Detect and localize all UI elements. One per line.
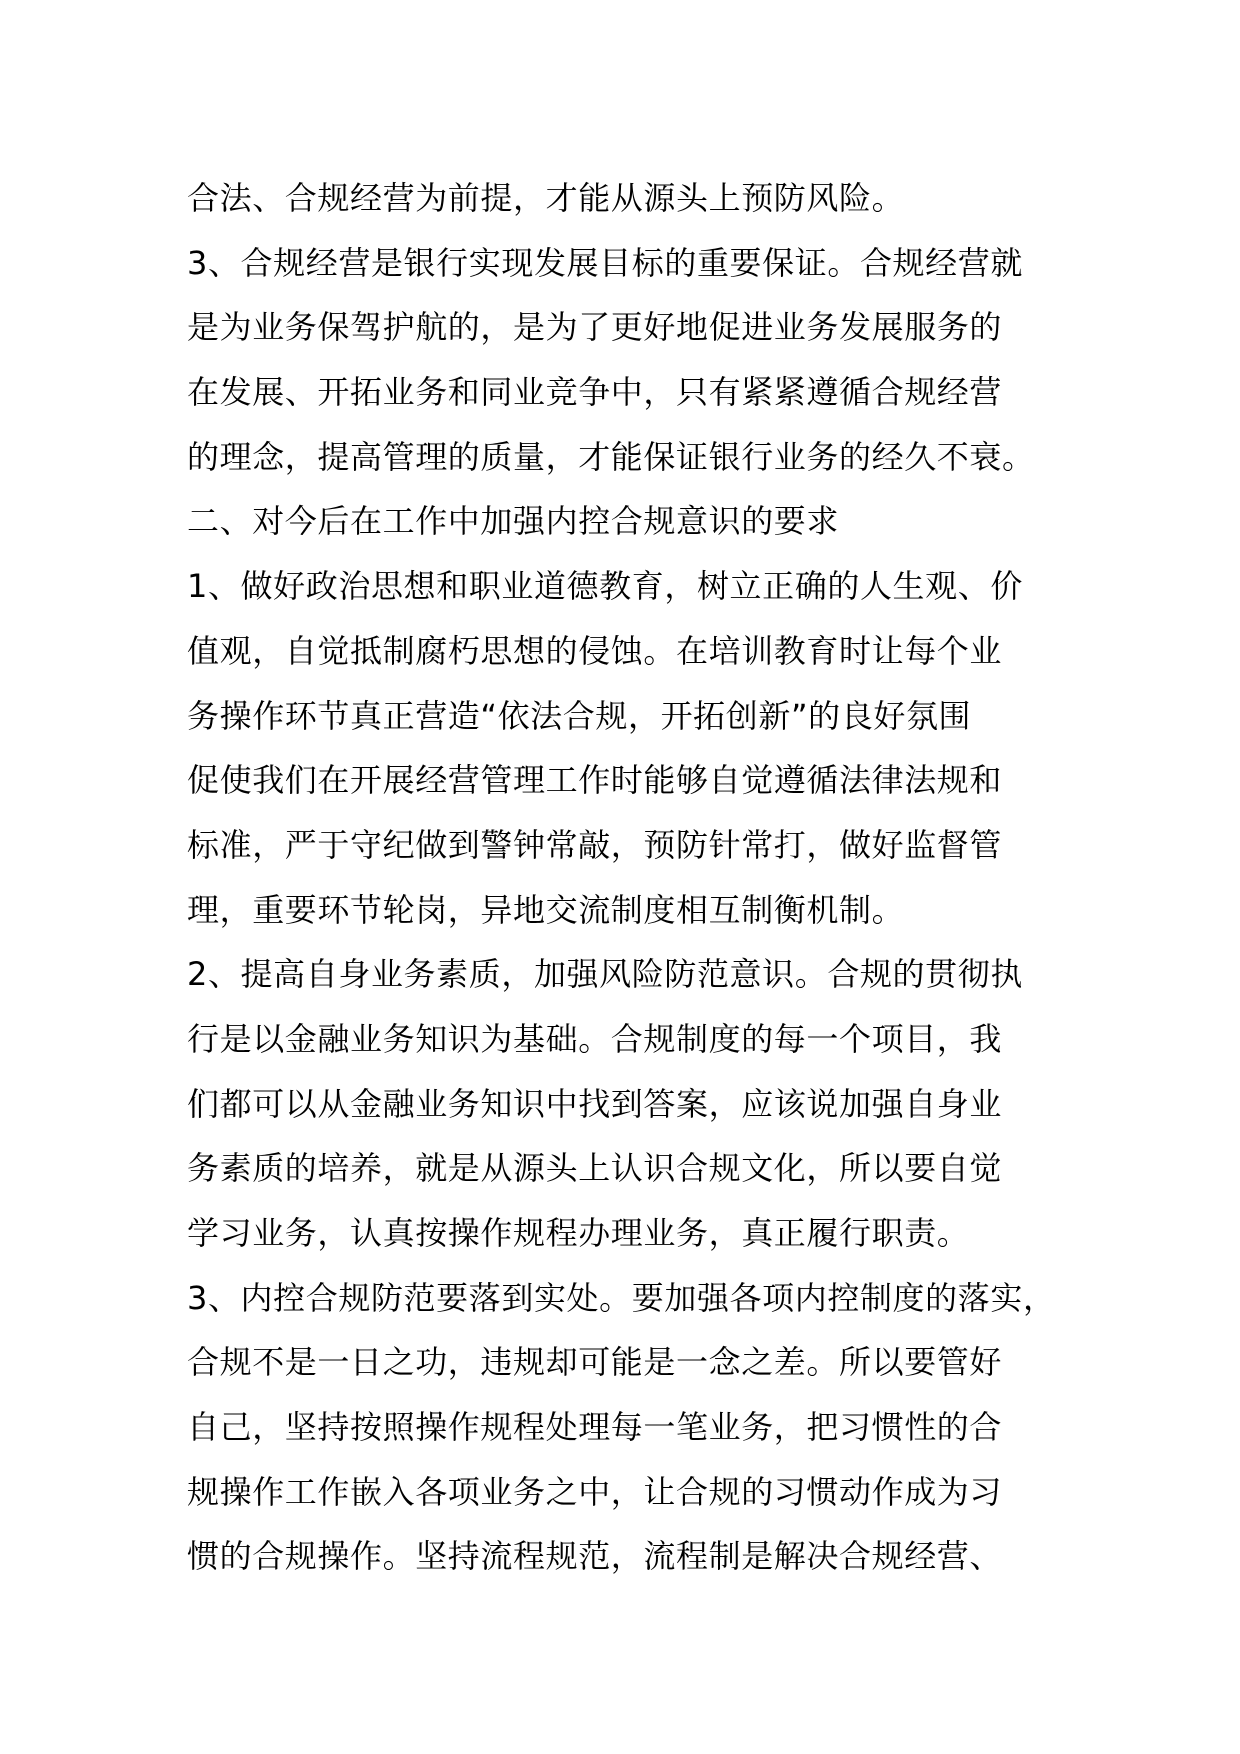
text-line: 3、内控合规防范要落到实处。要加强各项内控制度的落实， xyxy=(187,1278,1056,1317)
text-line: 合规不是一日之功，违规却可能是一念之差。所以要管好 xyxy=(187,1343,1003,1382)
document-body xyxy=(187,166,1087,1589)
text-line: 促使我们在开展经营管理工作时能够自觉遵循法律法规和 xyxy=(187,761,1003,800)
text-line: 在发展、开拓业务和同业竞争中，只有紧紧遵循合规经营 xyxy=(187,373,1003,412)
text-line: 务素质的培养，就是从源头上认识合规文化，所以要自觉 xyxy=(187,1149,1003,1188)
text-line: 行是以金融业务知识为基础。合规制度的每一个项目，我 xyxy=(187,1019,1003,1058)
text-line: 标准，严于守纪做到警钟常敲，预防针常打，做好监督管 xyxy=(187,825,1003,864)
text-line: 规操作工作嵌入各项业务之中，让合规的习惯动作成为习 xyxy=(187,1472,1003,1511)
text-line: 2、提高自身业务素质，加强风险防范意识。合规的贯彻执 xyxy=(187,955,1023,994)
text-line: 务操作环节真正营造“依法合规，开拓创新”的良好氛围 xyxy=(187,696,972,735)
text-line: 自己，坚持按照操作规程处理每一笔业务，把习惯性的合 xyxy=(187,1408,1003,1447)
text-line: 的理念，提高管理的质量，才能保证银行业务的经久不衰。 xyxy=(187,437,1035,476)
text-line: 惯的合规操作。坚持流程规范，流程制是解决合规经营、 xyxy=(187,1537,1003,1576)
text-line: 们都可以从金融业务知识中找到答案，应该说加强自身业 xyxy=(187,1084,1003,1123)
text-line: 值观，自觉抵制腐朽思想的侵蚀。在培训教育时让每个业 xyxy=(187,631,1003,670)
text-line: 合法、合规经营为前提，才能从源头上预防风险。 xyxy=(187,179,905,217)
text-line: 3、合规经营是银行实现发展目标的重要保证。合规经营就 xyxy=(187,243,1023,282)
text-line: 学习业务，认真按操作规程办理业务，真正履行职责。 xyxy=(187,1214,970,1252)
text-line: 理，重要环节轮岗，异地交流制度相互制衡机制。 xyxy=(187,890,905,929)
section-heading: 二、对今后在工作中加强内控合规意识的要求 xyxy=(187,502,840,541)
text-line: 是为业务保驾护航的，是为了更好地促进业务发展服务的 xyxy=(187,308,1003,347)
text-line: 1、做好政治思想和职业道德教育，树立正确的人生观、价 xyxy=(187,567,1023,606)
